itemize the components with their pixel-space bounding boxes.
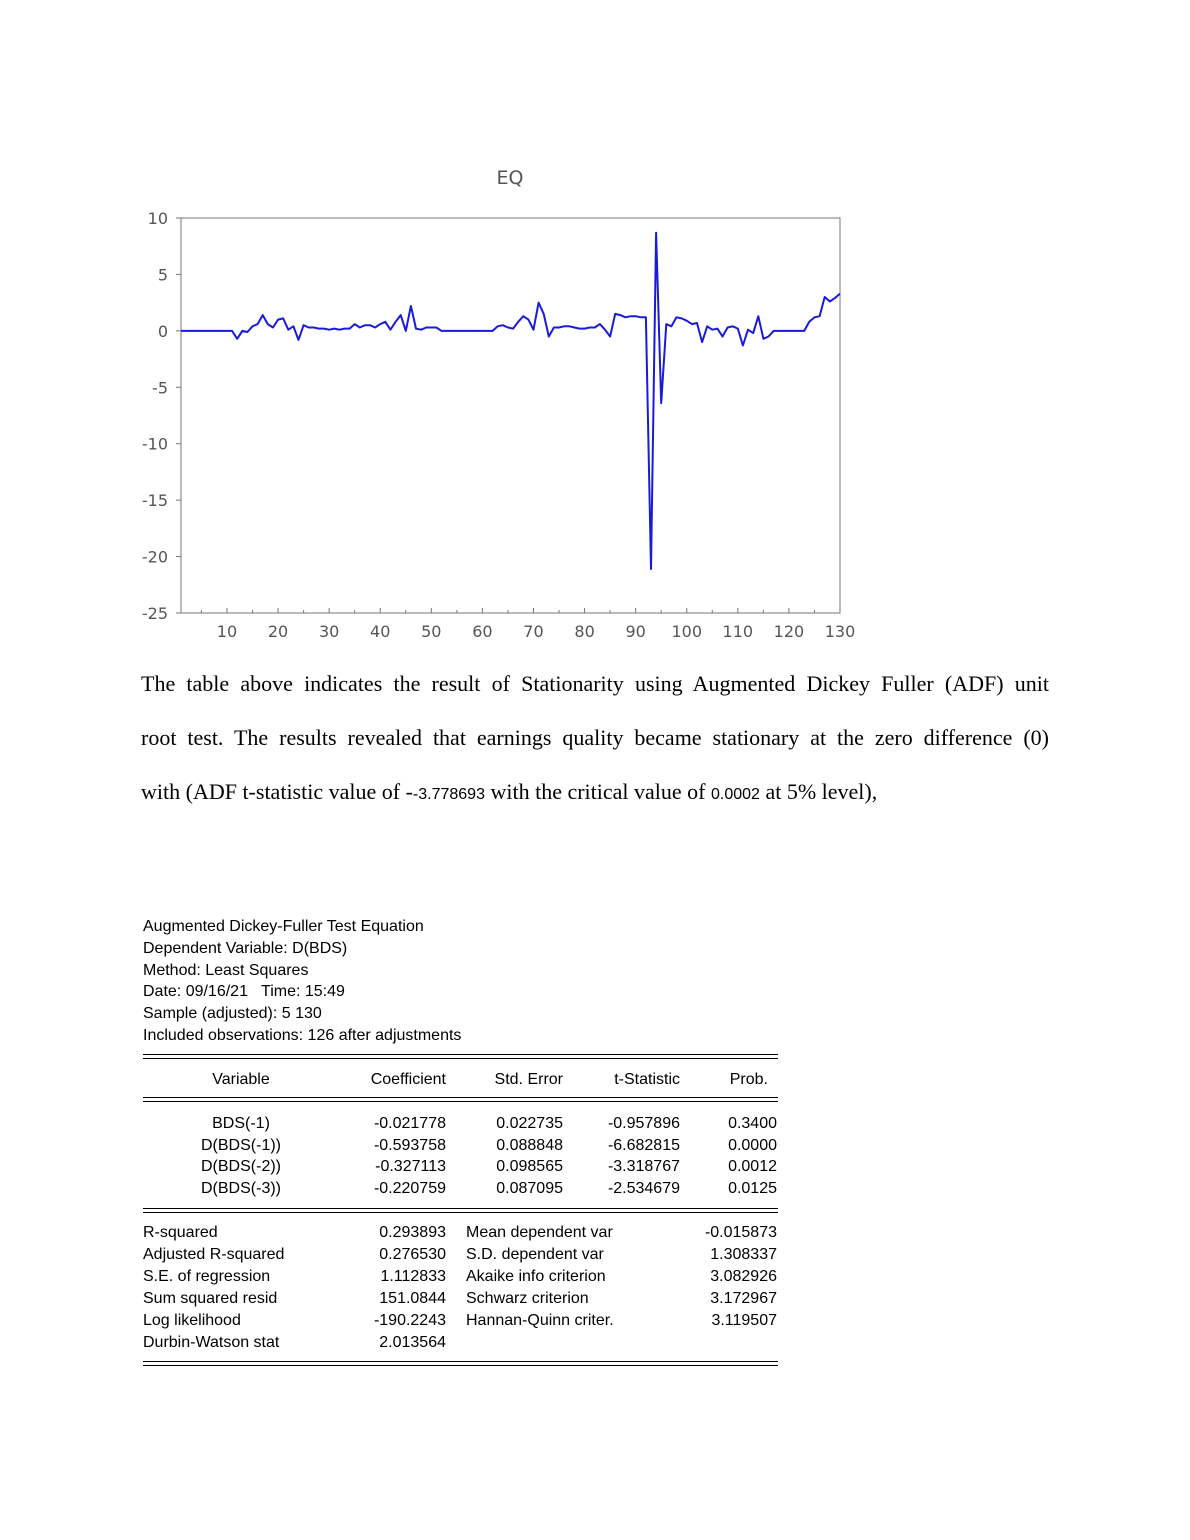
coef-prob: 0.0012 (728, 1158, 777, 1175)
paragraph-line-1: The table above indicates the result of Stationarity using Augmented Dickey Fuller (ADF) unit (141, 671, 1049, 696)
col-header-variable: Variable (212, 1071, 270, 1088)
y-tick-label: 10 (147, 209, 168, 228)
y-tick-label: -10 (141, 434, 168, 454)
stat-label: Schwarz criterion (466, 1290, 589, 1307)
stat-label: Log likelihood (143, 1312, 241, 1329)
coef-variable: D(BDS(-1)) (201, 1137, 281, 1154)
eq-line-chart (130, 155, 870, 655)
stat-label: Adjusted R-squared (143, 1246, 285, 1263)
header-line: Date: 09/16/21 Time: 15:49 (143, 983, 345, 1001)
table-rule (143, 1101, 778, 1102)
series-line-eq (181, 233, 840, 569)
stat-value: 1.112833 (380, 1268, 446, 1285)
paragraph-line-3-text-a: with (ADF t-statistic value of - (141, 779, 413, 804)
regression-output-header (143, 916, 461, 1047)
paragraph-line-3-text-b: with the critical value of (484, 779, 711, 804)
y-tick-label: -5 (152, 378, 168, 398)
y-tick-label: 5 (157, 265, 168, 285)
x-tick-label: 20 (267, 622, 289, 641)
stat-value: -0.015873 (704, 1224, 777, 1241)
x-tick-label: 40 (370, 622, 391, 641)
table-rule (143, 1054, 778, 1055)
coef-variable: D(BDS(-2)) (201, 1158, 281, 1175)
coef-std-error: 0.087095 (496, 1180, 563, 1197)
stat-value: 1.308337 (710, 1246, 777, 1263)
stat-label: Mean dependent var (466, 1224, 613, 1241)
coef-std-error: 0.022735 (496, 1115, 563, 1132)
stat-value: 2.013564 (379, 1334, 446, 1351)
x-tick-label: 70 (523, 622, 544, 641)
coef-prob: 0.0000 (728, 1137, 777, 1154)
y-tick-label: -20 (141, 547, 168, 567)
chart-title: EQ (496, 167, 524, 189)
coef-coefficient: -0.021778 (373, 1115, 446, 1132)
stat-label: R-squared (143, 1224, 218, 1241)
stat-value: 0.276530 (379, 1246, 446, 1263)
col-header-coefficient: Coefficient (370, 1071, 446, 1088)
coef-coefficient: -0.327113 (375, 1158, 446, 1175)
col-header-std-error: Std. Error (494, 1071, 563, 1088)
stat-label: S.E. of regression (143, 1268, 271, 1285)
paragraph-line-2: root test. The results revealed that earnings quality became stationary at the zero difference (0) (141, 725, 1049, 750)
header-line: Augmented Dickey-Fuller Test Equation (143, 918, 424, 935)
y-tick-label: -25 (141, 604, 168, 623)
x-tick-label: 110 (722, 622, 754, 641)
coef-t-statistic: -3.318767 (607, 1158, 680, 1175)
coef-prob: 0.0125 (728, 1180, 777, 1197)
stat-value: 151.0844 (379, 1290, 446, 1307)
x-tick-label: 90 (625, 622, 646, 641)
table-rule (143, 1365, 778, 1366)
stat-value: 3.172967 (710, 1290, 777, 1307)
paragraph-line-3 (141, 778, 1049, 809)
table-rule (143, 1097, 778, 1098)
stat-value: -190.2243 (373, 1312, 446, 1329)
header-line: Dependent Variable: D(BDS) (143, 939, 348, 957)
coef-std-error: 0.088848 (496, 1137, 563, 1154)
stat-label: Sum squared resid (143, 1290, 278, 1307)
col-header-prob: Prob. (729, 1071, 768, 1088)
y-tick-label: -15 (141, 491, 168, 511)
header-line: Sample (adjusted): 5 130 (143, 1005, 322, 1023)
x-tick-label: 60 (472, 622, 493, 641)
adf-t-statistic-value: -3.778693 (412, 786, 485, 803)
stat-label: Durbin-Watson stat (143, 1334, 280, 1351)
header-line: Method: Least Squares (143, 961, 309, 979)
series-layer (181, 233, 840, 569)
table-rule (143, 1058, 778, 1059)
stat-label: Akaike info criterion (466, 1268, 606, 1285)
plot-frame (181, 218, 840, 613)
stat-value: 3.119507 (711, 1312, 777, 1329)
x-tick-label: 30 (318, 622, 340, 641)
x-tick-label: 130 (824, 622, 856, 641)
stat-label: Hannan-Quinn criter. (466, 1312, 614, 1329)
table-rule (143, 1212, 778, 1213)
coef-t-statistic: -6.682815 (607, 1137, 680, 1154)
x-tick-label: 100 (671, 622, 703, 641)
coef-t-statistic: -0.957896 (607, 1115, 680, 1132)
coef-std-error: 0.098565 (496, 1158, 563, 1175)
coef-t-statistic: -2.534679 (607, 1180, 680, 1197)
x-tick-label: 10 (216, 622, 238, 641)
coef-variable: BDS(-1) (212, 1115, 270, 1132)
coef-coefficient: -0.593758 (373, 1137, 446, 1154)
chart-svg (130, 155, 870, 655)
col-header-t-statistic: t-Statistic (614, 1071, 680, 1088)
y-axis (142, 209, 181, 623)
coef-prob: 0.3400 (728, 1115, 777, 1132)
stat-label: S.D. dependent var (466, 1246, 604, 1263)
header-line: Included observations: 126 after adjustments (143, 1026, 462, 1044)
x-tick-label: 120 (773, 622, 805, 641)
stat-value: 0.293893 (379, 1224, 446, 1241)
x-tick-label: 80 (574, 622, 595, 641)
coef-variable: D(BDS(-3)) (201, 1180, 281, 1197)
coef-coefficient: -0.220759 (373, 1180, 446, 1197)
paragraph-line-3-text-c: at 5% level), (759, 779, 878, 804)
x-tick-label: 50 (421, 622, 442, 641)
y-tick-label: 0 (157, 321, 168, 341)
table-rule (143, 1361, 778, 1362)
stat-value: 3.082926 (710, 1268, 777, 1285)
table-rule (143, 1208, 778, 1209)
critical-value: 0.0002 (711, 786, 760, 803)
